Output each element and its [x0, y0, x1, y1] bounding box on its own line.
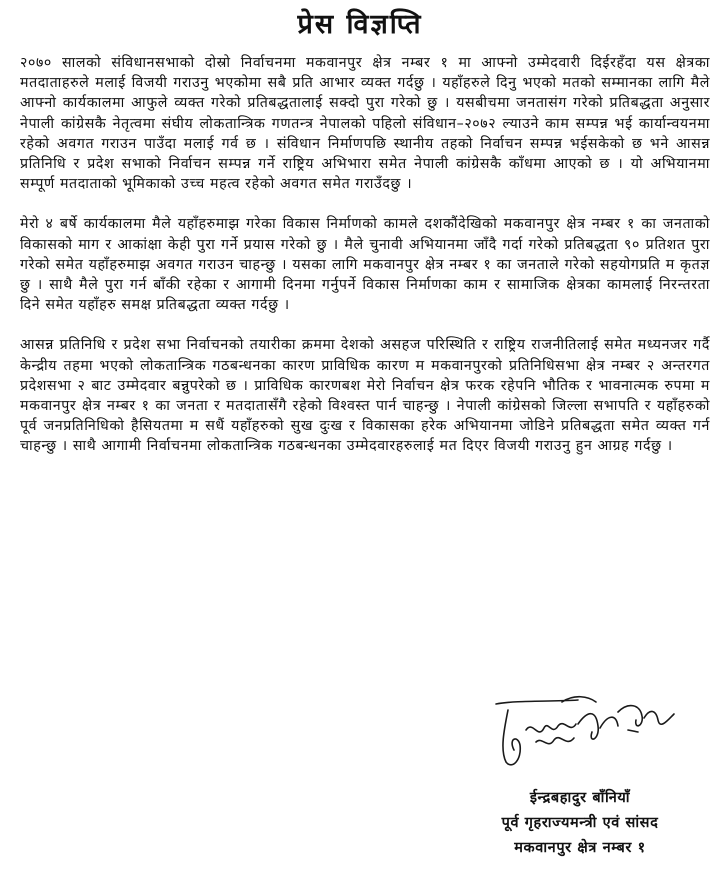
- paragraph-1: २०७० सालको संविधानसभाको दोस्रो निर्वाचनमा मकवानपुर क्षेत्र नम्बर १ मा आफ्नो उम्मेदवारी दिईरहँदा यस क्षेत्रका मतदाताहरुले मलाई विजयी गराउनु भएकोमा सबै प्रति आभार व्यक्त गर्दछु । यहाँहरुले दिनु भएको मतको सम्मानका लागि मैले आफ्नो कार्यकालमा आफुले व्यक्त गरेको प्रतिबद्धतालाई सक्दो पुरा गरेको छु । यसबीचमा जनतासंग गरेको प्रतिबद्धता अनुसार नेपाली कांग्रेसकै नेतृत्वमा संघीय लोकतान्त्रिक गणतन्त्र नेपालको पहिलो संविधान–२०७२ ल्याउने काम सम्पन्न भई कार्यान्वयनमा रहेको अवगत गराउन पाउँदा मलाई गर्व छ । संविधान निर्माणपछि स्थानीय तहको निर्वाचन सम्पन्न भईसकेको छ भने आसन्न प्रतिनिधि र प्रदेश सभाको निर्वाचन सम्पन्न गर्ने राष्ट्रिय अभिभारा समेत नेपाली कांग्रेसकै काँधमा आएको छ । यो अभियानमा सम्पूर्ण मतदाताको भूमिकाको उच्च महत्व रहेको अवगत समेत गराउँदछु ।: [20, 55, 711, 193]
- paragraph-3: आसन्न प्रतिनिधि र प्रदेश सभा निर्वाचनको तयारीका क्रममा देशको असहज परिस्थिति र राष्ट्रिय राजनीतिलाई समेत मध्यनजर गर्दै केन्द्रीय तहमा भएको लोकतान्त्रिक गठबन्धनका कारण प्राविधिक कारण म मकवानपुरको प्रतिनिधिसभा क्षेत्र नम्बर २ अन्तरगत प्रदेशसभा २ बाट उम्मेदवार बन्नुपरेको छ । प्राविधिक कारणबश मेरो निर्वाचन क्षेत्र फरक रहेपनि भौतिक र भावनात्मक रुपमा म मकवानपुर क्षेत्र नम्बर १ का जनता र मतदातासँगै रहेको विश्वस्त पार्न चाहन्छु । नेपाली कांग्रेसको जिल्ला सभापति र यहाँहरुको पूर्व जनप्रतिनिधिको हैसियतमा म सधैं यहाँहरुको सुख दुःख र विकासका हरेक अभियानमा जोडिने प्रतिबद्धता समेत व्यक्त गर्न चाहन्छु । साथै आगामी निर्वाचनमा लोकतान्त्रिक गठबन्धनका उम्मेदवारहरुलाई मत दिएर विजयी गराउनु हुन आग्रह गर्दछु ।: [20, 337, 710, 455]
- handwritten-signature: [478, 690, 708, 780]
- signature-scribble: [478, 690, 708, 780]
- paragraph-2: मेरो ४ बर्षे कार्यकालमा मैले यहाँहरुमाझ गरेका विकास निर्माणको कामले दशकौंदेखिको मकवानपुर क्षेत्र नम्बर १ का जनताको विकासको माग र आकांक्षा केही पुरा गर्ने प्रयास गरेको छु । मैले चुनावी अभियानमा जाँदै गर्दा गरेको प्रतिबद्धता ९० प्रतिशत पुरा गरेको समेत यहाँहरुमाझ अवगत गराउन चाहन्छु । यसका लागि मकवानपुर क्षेत्र नम्बर १ का जनताले गरेको सहयोगप्रति म कृतज्ञ छु । साथै मैले पुरा गर्न बाँकी रहेका र आगामी दिनमा गर्नुपर्ने विकास निर्माणका काम र सामाजिक क्षेत्रका कामलाई निरन्तरता दिने समेत यहाँहरु समक्ष प्रतिबद्धता व्यक्त गर्दछु ।: [20, 216, 710, 314]
- page-title: प्रेस विज्ञप्ति: [297, 9, 423, 40]
- press-release-body: [20, 53, 710, 457]
- signatory-constituency: मकवानपुर क्षेत्र नम्बर १: [514, 840, 646, 856]
- signatory-name: ईन्द्रबहादुर बाँनियाँ: [529, 790, 631, 806]
- signatory-designation: पूर्व गृहराज्यमन्त्री एवं सांसद: [501, 815, 659, 831]
- signature-block: [455, 786, 705, 861]
